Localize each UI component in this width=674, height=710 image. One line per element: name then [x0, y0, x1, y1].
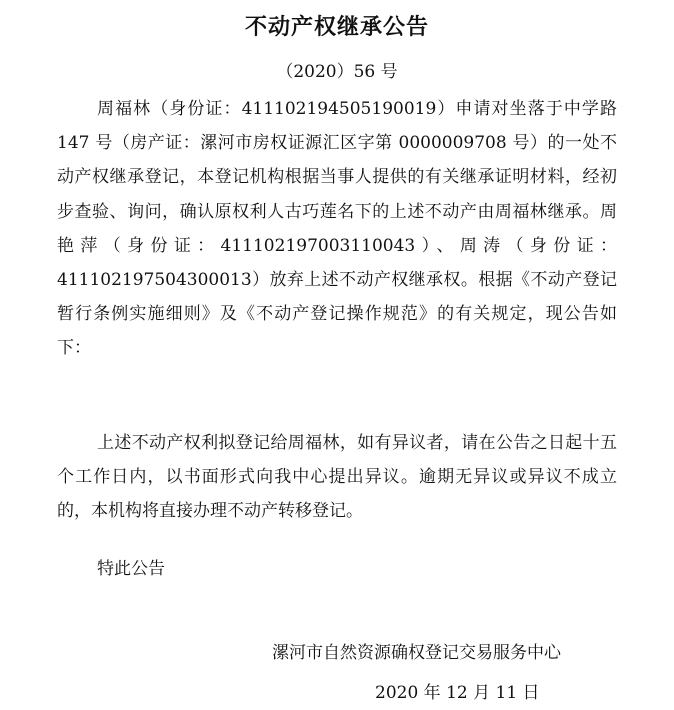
notice-paragraph-2: 上述不动产权利拟登记给周福林，如有异议者，请在公告之日起十五个工作日内，以书面形式向我中心提出异议。逾期无异议或异议不成立的，本机构将直接办理不动产转移登记。	[57, 433, 617, 522]
issue-date: 2020 年 12 月 11 日	[375, 683, 540, 703]
issuing-organization: 漯河市自然资源确权登记交易服务中心	[272, 643, 561, 663]
document-number: （2020）56 号	[276, 62, 398, 82]
closing-line: 特此公告	[97, 559, 165, 579]
notice-paragraph-1: 周福林（身份证：411102194505190019）申请对坐落于中学路 147 号（房产证：漯河市房权证源汇区字第 0000009708 号）的一处不动产权继承登记，本登记机构根据当事人提供的有关继承证明材料，经初步查验、询问，确认原权利人古巧莲名下的上述不动产由周福林继承。周艳萍（身份证：411102197003110043）、周涛（身份证：411102197504300013）放弃上述不动产权继承权。根据《不动产登记暂行条例实施细则》及《不动产登记操作规范》的有关规定，现公告如下：	[57, 99, 617, 359]
notice-title: 不动产权继承公告	[244, 15, 429, 40]
